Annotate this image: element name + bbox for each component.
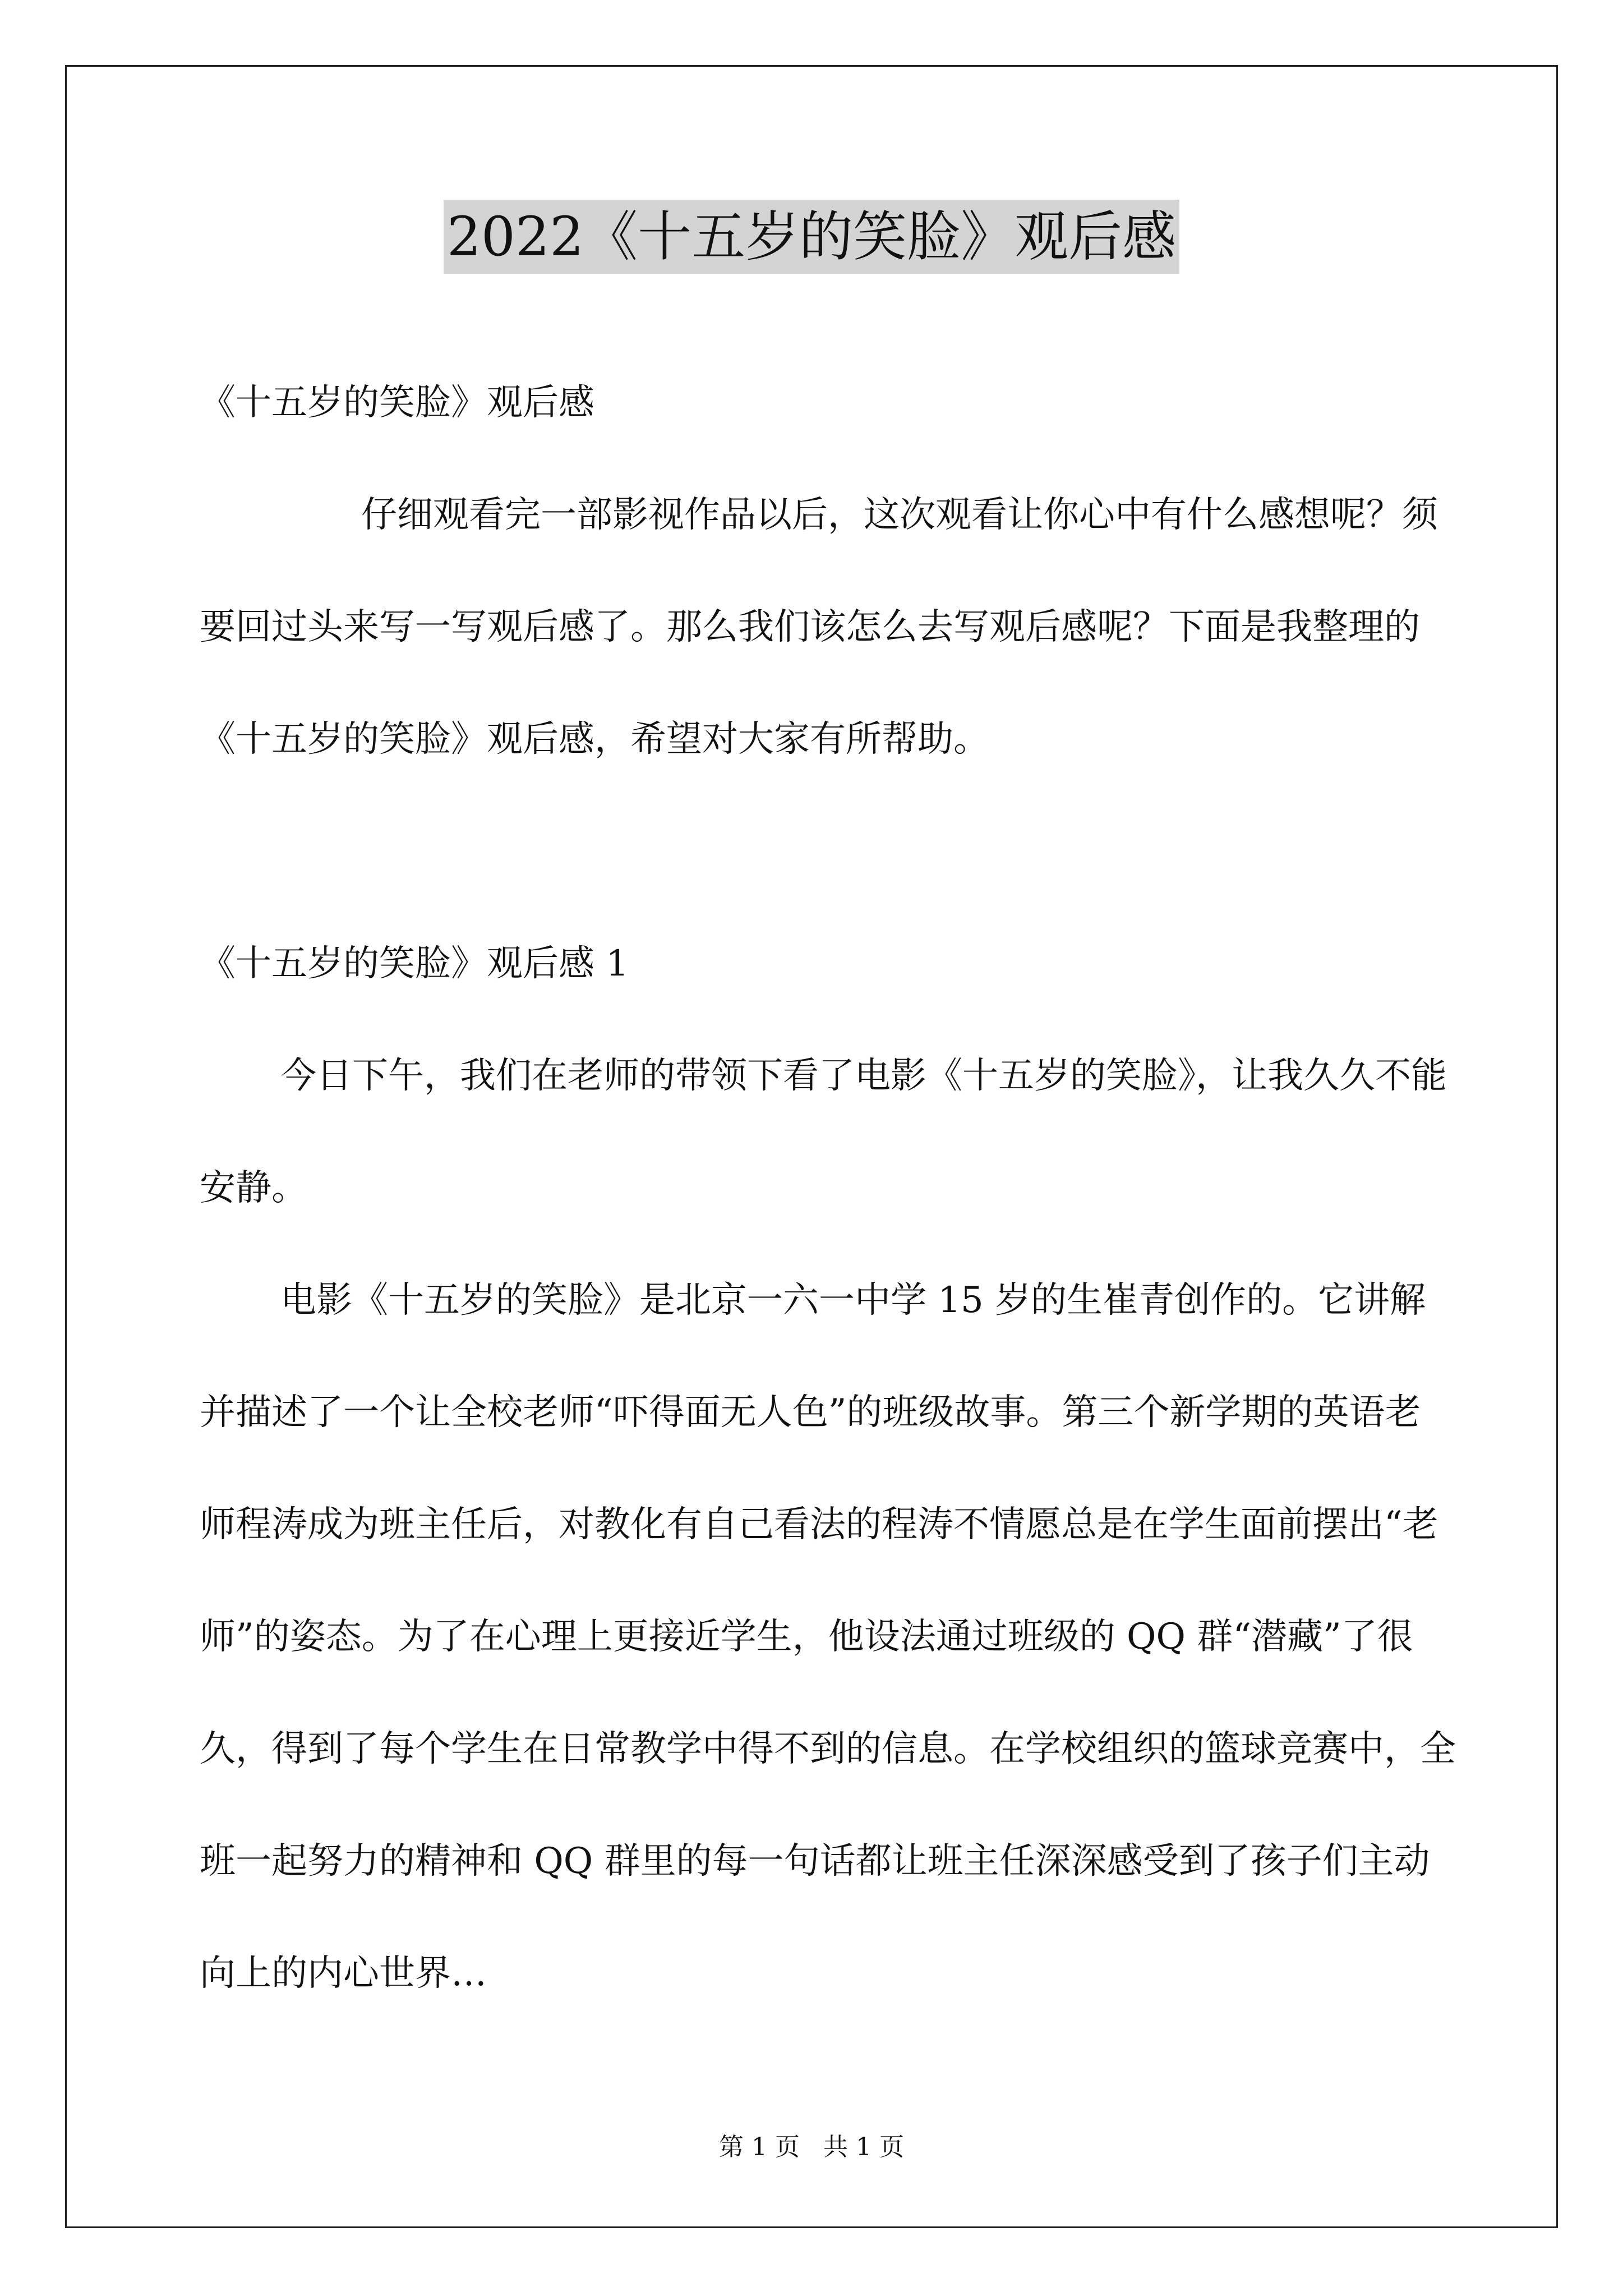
body-paragraph-1: 今日下午，我们在老师的带领下看了电影《十五岁的笑脸》，让我久久不能安静。 bbox=[200, 1055, 1447, 1209]
section-heading: 《十五岁的笑脸》观后感 1 bbox=[200, 943, 629, 984]
intro-paragraph: 仔细观看完一部影视作品以后，这次观看让你心中有什么感想呢？须要回过头来写一写观后感了。那么我们该怎么去写观后感呢？下面是我整理的《十五岁的笑脸》观后感，希望对大家有所帮助。 bbox=[200, 494, 1438, 760]
body-paragraph-2: 电影《十五岁的笑脸》是北京一六一中学 15 岁的生崔青创作的。它讲解并描述了一个让全校老师“吓得面无人色”的班级故事。第三个新学期的英语老师程涛成为班主任后，对教化有自己看法的程涛不情愿总是在学生面前摆出“老师”的姿态。为了在心理上更接近学生，他设法通过班级的 QQ 群“潜藏”了很久，得到了每个学生在日常教学中得不到的信息。在学校组织的篮球竞赛中，全班一起努力的精神和 QQ 群里的每一句话都让班主任深深感受到了孩子们主动向上的内心世界… bbox=[200, 1280, 1456, 1994]
page-footer: 第 1 页 共 1 页 bbox=[719, 2133, 904, 2161]
document-title: 2022《十五岁的笑脸》观后感 bbox=[444, 200, 1179, 274]
title-wrapper bbox=[0, 200, 1623, 274]
document-body bbox=[200, 347, 1456, 2030]
document-subtitle: 《十五岁的笑脸》观后感 bbox=[200, 382, 594, 424]
paragraph-gap bbox=[200, 795, 1456, 908]
